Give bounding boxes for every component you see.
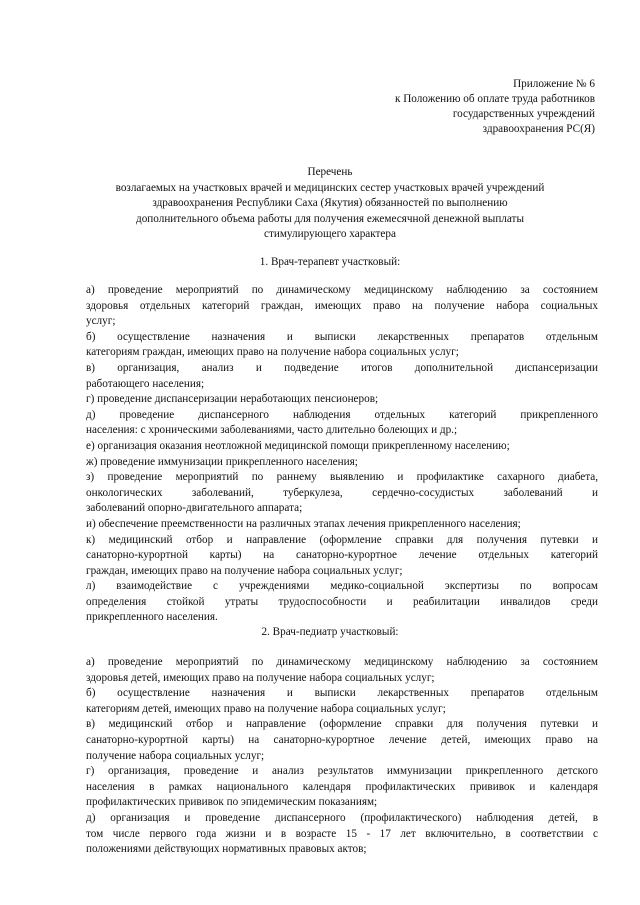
title-line: возлагаемых на участковых врачей и медицинских сестер участковых врачей учреждений	[115, 182, 545, 195]
paragraph-line: населения: с хроническими заболеваниями, часто длительно болеющих и др.;	[86, 424, 458, 437]
title-line: здравоохранения Республики Саха (Якутия) обязанностей по выполнению	[152, 197, 508, 210]
paragraph-line: з) проведение мероприятий по раннему выявлению и профилактике сахарного диабета,	[86, 471, 598, 484]
paragraph-line: г) организация, проведение и анализ результатов иммунизации прикрепленного детского	[86, 765, 598, 778]
paragraph-line: том числе первого года жизни и в возрасте 15 - 17 лет включительно, в соответствии с	[86, 827, 598, 840]
paragraph-line: ж) проведение иммунизации прикрепленного населения;	[86, 455, 358, 468]
paragraph-line: здоровья отдельных категорий граждан, имеющих право на получение набора социальных	[86, 299, 598, 312]
paragraph-line: работающего населения;	[86, 377, 205, 390]
paragraph-line: положениями действующих нормативных правовых актов;	[86, 843, 367, 856]
title-line: дополнительного объема работы для получения ежемесячной денежной выплаты	[136, 212, 524, 225]
paragraph-line: здоровья детей, имеющих право на получение набора социальных услуг;	[86, 671, 435, 684]
paragraph-line: л) взаимодействие с учреждениями медико-социальной экспертизы по вопросам	[86, 580, 598, 593]
paragraph-line: санаторно-курортной карты) на санаторно-курортное лечение отдельных категорий	[86, 549, 598, 562]
title-heading: Перечень	[307, 166, 353, 178]
paragraph-line: д) организация и проведение диспансерного (профилактического) наблюдения детей, в	[86, 811, 598, 824]
paragraph-line: профилактических прививок по эпидемическим показаниям;	[86, 796, 378, 809]
paragraph-line: б) осуществление назначения и выписки лекарственных препаратов отдельным	[86, 687, 598, 700]
paragraph-line: е) организация оказания неотложной медицинской помощи прикрепленному населению;	[86, 439, 510, 452]
paragraph-line: г) проведение диспансеризации неработающих пенсионеров;	[86, 393, 379, 406]
paragraph-line: услуг;	[86, 315, 116, 328]
paragraph-line: прикрепленного населения.	[86, 611, 218, 624]
appendix-header	[395, 77, 595, 137]
paragraph-line: категориям детей, имеющих право на получение набора социальных услуг;	[86, 702, 446, 715]
paragraph-line: санаторно-курортной карты) на санаторно-курортное лечение детей, имеющих право на	[86, 733, 598, 746]
paragraph-line: а) проведение мероприятий по динамическому медицинскому наблюдению за состоянием	[86, 284, 598, 296]
paragraph-line: б) осуществление назначения и выписки лекарственных препаратов отдельным	[86, 330, 598, 343]
paragraph-line: определения стойкой утраты трудоспособности и реабилитации инвалидов среди	[86, 595, 598, 608]
paragraph-line: а) проведение мероприятий по динамическому медицинскому наблюдению за состоянием	[86, 656, 598, 668]
paragraph-line: получение набора социальных услуг;	[86, 749, 265, 762]
title-line: стимулирующего характера	[264, 227, 396, 240]
appendix-line: Приложение № 6	[513, 78, 595, 90]
paragraph-line: к) медицинский отбор и направление (оформление справки для получения путевки и	[86, 533, 598, 546]
paragraph-line: граждан, имеющих право на получение набора социальных услуг;	[86, 564, 403, 577]
appendix-line: к Положению об оплате труда работников	[394, 93, 595, 105]
document-title	[60, 165, 600, 242]
appendix-line: государственных учреждений	[452, 108, 595, 120]
paragraph-line: в) организация, анализ и подведение итогов дополнительной диспансеризации	[86, 361, 598, 374]
section-2-heading: 2. Врач-педиатр участковый:	[261, 626, 399, 638]
paragraph-line: населения в рамках национального календаря профилактических прививок и календаря	[86, 780, 598, 793]
paragraph-line: в) медицинский отбор и направление (оформление справки для получения путевки и	[86, 718, 598, 731]
section-2-body	[86, 655, 598, 858]
paragraph-line: и) обеспечение преемственности на различных этапах лечения прикрепленного населения;	[86, 517, 521, 530]
paragraph-line: категориям граждан, имеющих право на получение набора социальных услуг;	[86, 346, 459, 359]
paragraph-line: д) проведение диспансерного наблюдения отдельных категорий прикрепленного	[86, 408, 598, 421]
paragraph-line: онкологических заболеваний, туберкулеза, сердечно-сосудистых заболеваний и	[86, 486, 598, 499]
section-1-body	[86, 283, 598, 626]
section-1-heading: 1. Врач-терапевт участковый:	[259, 256, 401, 268]
appendix-line: здравоохранения РС(Я)	[482, 123, 595, 135]
paragraph-line: заболеваний опорно-двигательного аппарата;	[86, 502, 303, 515]
